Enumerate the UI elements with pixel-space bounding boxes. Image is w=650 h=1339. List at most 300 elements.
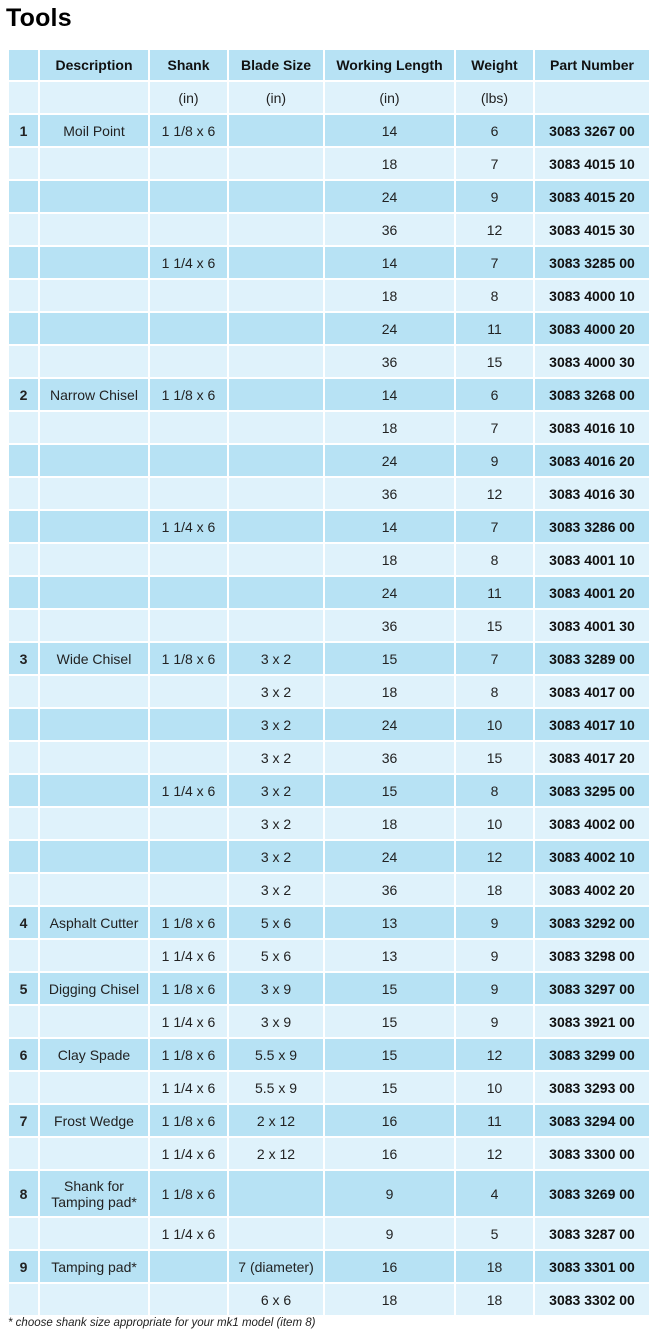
tools-table <box>7 48 650 1317</box>
part-number-cell: 3083 3268 00 <box>534 378 650 411</box>
part-number-cell: 3083 4001 20 <box>534 576 650 609</box>
description-cell: Asphalt Cutter <box>39 906 149 939</box>
header-cell-working-length: Working Length <box>324 49 455 81</box>
description-cell <box>39 939 149 972</box>
working-length-cell: 16 <box>324 1250 455 1283</box>
table-row <box>8 576 650 609</box>
weight-cell: 8 <box>455 675 534 708</box>
working-length-cell: 18 <box>324 411 455 444</box>
weight-cell: 15 <box>455 345 534 378</box>
working-length-cell: 16 <box>324 1104 455 1137</box>
unit-cell-working-length: (in) <box>324 81 455 114</box>
blade-size-cell: 2 x 12 <box>228 1137 324 1170</box>
working-length-cell: 15 <box>324 1038 455 1071</box>
number-cell <box>8 741 39 774</box>
table-row <box>8 312 650 345</box>
shank-cell: 1 1/4 x 6 <box>149 246 228 279</box>
table-row <box>8 1217 650 1250</box>
table-row <box>8 1170 650 1217</box>
weight-cell: 7 <box>455 411 534 444</box>
table-row <box>8 939 650 972</box>
table-row <box>8 972 650 1005</box>
description-cell <box>39 675 149 708</box>
part-number-cell: 3083 4002 20 <box>534 873 650 906</box>
part-number-cell: 3083 4015 30 <box>534 213 650 246</box>
blade-size-cell: 3 x 2 <box>228 774 324 807</box>
number-cell <box>8 477 39 510</box>
shank-cell: 1 1/8 x 6 <box>149 1170 228 1217</box>
weight-cell: 18 <box>455 1250 534 1283</box>
description-cell <box>39 444 149 477</box>
shank-cell <box>149 675 228 708</box>
blade-size-cell: 5.5 x 9 <box>228 1038 324 1071</box>
working-length-cell: 14 <box>324 378 455 411</box>
working-length-cell: 24 <box>324 312 455 345</box>
blade-size-cell <box>228 1170 324 1217</box>
header-cell-description: Description <box>39 49 149 81</box>
part-number-cell: 3083 4001 30 <box>534 609 650 642</box>
part-number-cell: 3083 3299 00 <box>534 1038 650 1071</box>
working-length-cell: 36 <box>324 741 455 774</box>
shank-cell <box>149 840 228 873</box>
weight-cell: 11 <box>455 576 534 609</box>
working-length-cell: 13 <box>324 906 455 939</box>
blade-size-cell <box>228 576 324 609</box>
weight-cell: 11 <box>455 312 534 345</box>
blade-size-cell: 5 x 6 <box>228 939 324 972</box>
table-row <box>8 1071 650 1104</box>
table-row <box>8 807 650 840</box>
description-cell: Tamping pad* <box>39 1250 149 1283</box>
description-cell <box>39 510 149 543</box>
blade-size-cell <box>228 312 324 345</box>
shank-cell: 1 1/8 x 6 <box>149 642 228 675</box>
working-length-cell: 15 <box>324 642 455 675</box>
number-cell <box>8 1071 39 1104</box>
number-cell <box>8 444 39 477</box>
blade-size-cell: 5.5 x 9 <box>228 1071 324 1104</box>
shank-cell <box>149 477 228 510</box>
shank-cell <box>149 609 228 642</box>
description-cell <box>39 1283 149 1316</box>
description-cell <box>39 477 149 510</box>
weight-cell: 4 <box>455 1170 534 1217</box>
weight-cell: 9 <box>455 1005 534 1038</box>
shank-cell <box>149 1250 228 1283</box>
working-length-cell: 15 <box>324 1071 455 1104</box>
weight-cell: 12 <box>455 213 534 246</box>
weight-cell: 9 <box>455 972 534 1005</box>
shank-cell <box>149 807 228 840</box>
part-number-cell: 3083 3297 00 <box>534 972 650 1005</box>
working-length-cell: 18 <box>324 1283 455 1316</box>
blade-size-cell <box>228 444 324 477</box>
shank-cell: 1 1/4 x 6 <box>149 1005 228 1038</box>
number-cell <box>8 279 39 312</box>
number-cell <box>8 510 39 543</box>
blade-size-cell: 3 x 9 <box>228 972 324 1005</box>
table-row <box>8 1104 650 1137</box>
weight-cell: 15 <box>455 741 534 774</box>
blade-size-cell <box>228 543 324 576</box>
blade-size-cell <box>228 246 324 279</box>
blade-size-cell <box>228 279 324 312</box>
part-number-cell: 3083 4017 20 <box>534 741 650 774</box>
weight-cell: 7 <box>455 510 534 543</box>
working-length-cell: 18 <box>324 675 455 708</box>
blade-size-cell: 2 x 12 <box>228 1104 324 1137</box>
weight-cell: 8 <box>455 279 534 312</box>
number-cell <box>8 675 39 708</box>
working-length-cell: 24 <box>324 708 455 741</box>
weight-cell: 9 <box>455 906 534 939</box>
shank-cell <box>149 1283 228 1316</box>
part-number-cell: 3083 3302 00 <box>534 1283 650 1316</box>
shank-cell <box>149 312 228 345</box>
table-row <box>8 840 650 873</box>
unit-cell-blade-size: (in) <box>228 81 324 114</box>
working-length-cell: 36 <box>324 345 455 378</box>
number-cell: 4 <box>8 906 39 939</box>
working-length-cell: 24 <box>324 180 455 213</box>
number-cell <box>8 246 39 279</box>
description-cell <box>39 807 149 840</box>
working-length-cell: 24 <box>324 840 455 873</box>
part-number-cell: 3083 3300 00 <box>534 1137 650 1170</box>
table-row <box>8 906 650 939</box>
shank-cell: 1 1/4 x 6 <box>149 939 228 972</box>
working-length-cell: 15 <box>324 972 455 1005</box>
part-number-cell: 3083 3301 00 <box>534 1250 650 1283</box>
blade-size-cell <box>228 378 324 411</box>
table-row <box>8 543 650 576</box>
table-row <box>8 345 650 378</box>
table-row <box>8 378 650 411</box>
weight-cell: 8 <box>455 774 534 807</box>
description-cell <box>39 543 149 576</box>
working-length-cell: 18 <box>324 543 455 576</box>
description-cell: Narrow Chisel <box>39 378 149 411</box>
weight-cell: 8 <box>455 543 534 576</box>
part-number-cell: 3083 3267 00 <box>534 114 650 147</box>
part-number-cell: 3083 4000 30 <box>534 345 650 378</box>
unit-cell-shank: (in) <box>149 81 228 114</box>
number-cell <box>8 213 39 246</box>
blade-size-cell: 3 x 2 <box>228 840 324 873</box>
part-number-cell: 3083 4001 10 <box>534 543 650 576</box>
blade-size-cell <box>228 1217 324 1250</box>
blade-size-cell <box>228 477 324 510</box>
table-row <box>8 1038 650 1071</box>
blade-size-cell: 3 x 2 <box>228 642 324 675</box>
working-length-cell: 24 <box>324 444 455 477</box>
description-cell <box>39 1005 149 1038</box>
table-row <box>8 114 650 147</box>
table-row <box>8 1283 650 1316</box>
blade-size-cell <box>228 180 324 213</box>
working-length-cell: 14 <box>324 510 455 543</box>
working-length-cell: 36 <box>324 609 455 642</box>
header-cell-part-number: Part Number <box>534 49 650 81</box>
number-cell <box>8 411 39 444</box>
part-number-cell: 3083 3286 00 <box>534 510 650 543</box>
part-number-cell: 3083 3298 00 <box>534 939 650 972</box>
weight-cell: 6 <box>455 378 534 411</box>
weight-cell: 6 <box>455 114 534 147</box>
table-row <box>8 279 650 312</box>
blade-size-cell: 3 x 2 <box>228 675 324 708</box>
table-row <box>8 246 650 279</box>
number-cell: 2 <box>8 378 39 411</box>
description-cell: Frost Wedge <box>39 1104 149 1137</box>
weight-cell: 7 <box>455 642 534 675</box>
number-cell <box>8 147 39 180</box>
part-number-cell: 3083 3921 00 <box>534 1005 650 1038</box>
number-cell <box>8 873 39 906</box>
blade-size-cell: 3 x 2 <box>228 807 324 840</box>
table-header-row <box>8 49 650 81</box>
page-title: Tools <box>6 4 72 32</box>
description-cell <box>39 213 149 246</box>
blade-size-cell: 5 x 6 <box>228 906 324 939</box>
shank-cell: 1 1/4 x 6 <box>149 1071 228 1104</box>
working-length-cell: 9 <box>324 1170 455 1217</box>
number-cell <box>8 609 39 642</box>
part-number-cell: 3083 4017 10 <box>534 708 650 741</box>
part-number-cell: 3083 4016 10 <box>534 411 650 444</box>
description-cell: Digging Chisel <box>39 972 149 1005</box>
part-number-cell: 3083 4017 00 <box>534 675 650 708</box>
unit-cell-part-number <box>534 81 650 114</box>
number-cell <box>8 180 39 213</box>
description-cell <box>39 1217 149 1250</box>
working-length-cell: 18 <box>324 147 455 180</box>
shank-cell: 1 1/4 x 6 <box>149 1137 228 1170</box>
shank-cell: 1 1/8 x 6 <box>149 1038 228 1071</box>
shank-cell <box>149 279 228 312</box>
description-cell: Clay Spade <box>39 1038 149 1071</box>
description-cell <box>39 576 149 609</box>
footnote: * choose shank size appropriate for your mk1 model (item 8) <box>8 1317 316 1329</box>
number-cell <box>8 1283 39 1316</box>
working-length-cell: 36 <box>324 873 455 906</box>
blade-size-cell <box>228 213 324 246</box>
shank-cell: 1 1/4 x 6 <box>149 510 228 543</box>
header-cell-weight: Weight <box>455 49 534 81</box>
number-cell <box>8 840 39 873</box>
shank-cell <box>149 180 228 213</box>
shank-cell: 1 1/8 x 6 <box>149 906 228 939</box>
part-number-cell: 3083 3269 00 <box>534 1170 650 1217</box>
number-cell <box>8 774 39 807</box>
weight-cell: 12 <box>455 1038 534 1071</box>
blade-size-cell <box>228 345 324 378</box>
shank-cell: 1 1/8 x 6 <box>149 378 228 411</box>
header-cell-blade-size: Blade Size <box>228 49 324 81</box>
working-length-cell: 9 <box>324 1217 455 1250</box>
part-number-cell: 3083 4002 00 <box>534 807 650 840</box>
table-row <box>8 741 650 774</box>
working-length-cell: 15 <box>324 1005 455 1038</box>
part-number-cell: 3083 3292 00 <box>534 906 650 939</box>
table-row <box>8 1250 650 1283</box>
table-row <box>8 1005 650 1038</box>
weight-cell: 10 <box>455 807 534 840</box>
working-length-cell: 36 <box>324 477 455 510</box>
number-cell: 1 <box>8 114 39 147</box>
description-cell <box>39 279 149 312</box>
table-row <box>8 873 650 906</box>
weight-cell: 11 <box>455 1104 534 1137</box>
table-row <box>8 444 650 477</box>
part-number-cell: 3083 4015 20 <box>534 180 650 213</box>
description-cell <box>39 312 149 345</box>
shank-cell <box>149 411 228 444</box>
weight-cell: 9 <box>455 939 534 972</box>
part-number-cell: 3083 3287 00 <box>534 1217 650 1250</box>
weight-cell: 12 <box>455 477 534 510</box>
blade-size-cell <box>228 510 324 543</box>
units-row <box>8 81 650 114</box>
blade-size-cell <box>228 147 324 180</box>
number-cell <box>8 708 39 741</box>
description-cell: Moil Point <box>39 114 149 147</box>
shank-cell <box>149 213 228 246</box>
description-cell <box>39 609 149 642</box>
unit-cell-weight: (lbs) <box>455 81 534 114</box>
unit-cell-number <box>8 81 39 114</box>
blade-size-cell: 6 x 6 <box>228 1283 324 1316</box>
working-length-cell: 18 <box>324 279 455 312</box>
description-cell <box>39 873 149 906</box>
part-number-cell: 3083 3285 00 <box>534 246 650 279</box>
working-length-cell: 36 <box>324 213 455 246</box>
number-cell: 5 <box>8 972 39 1005</box>
part-number-cell: 3083 4015 10 <box>534 147 650 180</box>
unit-cell-description <box>39 81 149 114</box>
description-cell <box>39 411 149 444</box>
number-cell <box>8 345 39 378</box>
header-cell-shank: Shank <box>149 49 228 81</box>
description-cell <box>39 1071 149 1104</box>
weight-cell: 7 <box>455 147 534 180</box>
description-cell <box>39 147 149 180</box>
weight-cell: 9 <box>455 444 534 477</box>
description-cell <box>39 345 149 378</box>
shank-cell <box>149 345 228 378</box>
shank-cell: 1 1/8 x 6 <box>149 114 228 147</box>
part-number-cell: 3083 4016 20 <box>534 444 650 477</box>
table-row <box>8 477 650 510</box>
weight-cell: 12 <box>455 1137 534 1170</box>
description-cell <box>39 774 149 807</box>
number-cell <box>8 543 39 576</box>
weight-cell: 10 <box>455 1071 534 1104</box>
description-cell <box>39 180 149 213</box>
weight-cell: 12 <box>455 840 534 873</box>
number-cell <box>8 312 39 345</box>
shank-cell: 1 1/4 x 6 <box>149 1217 228 1250</box>
table-row <box>8 774 650 807</box>
number-cell: 3 <box>8 642 39 675</box>
number-cell <box>8 576 39 609</box>
working-length-cell: 14 <box>324 246 455 279</box>
part-number-cell: 3083 3295 00 <box>534 774 650 807</box>
shank-cell <box>149 873 228 906</box>
description-cell: Wide Chisel <box>39 642 149 675</box>
table-row <box>8 609 650 642</box>
working-length-cell: 24 <box>324 576 455 609</box>
shank-cell: 1 1/4 x 6 <box>149 774 228 807</box>
shank-cell <box>149 576 228 609</box>
working-length-cell: 13 <box>324 939 455 972</box>
weight-cell: 5 <box>455 1217 534 1250</box>
table-row <box>8 180 650 213</box>
shank-cell <box>149 708 228 741</box>
part-number-cell: 3083 3294 00 <box>534 1104 650 1137</box>
part-number-cell: 3083 3293 00 <box>534 1071 650 1104</box>
blade-size-cell: 7 (diameter) <box>228 1250 324 1283</box>
table-row <box>8 708 650 741</box>
shank-cell <box>149 741 228 774</box>
shank-cell <box>149 147 228 180</box>
table-row <box>8 213 650 246</box>
part-number-cell: 3083 4016 30 <box>534 477 650 510</box>
working-length-cell: 14 <box>324 114 455 147</box>
number-cell: 7 <box>8 1104 39 1137</box>
description-cell <box>39 1137 149 1170</box>
table-row <box>8 675 650 708</box>
table-row <box>8 147 650 180</box>
weight-cell: 7 <box>455 246 534 279</box>
number-cell: 6 <box>8 1038 39 1071</box>
blade-size-cell: 3 x 2 <box>228 873 324 906</box>
description-cell <box>39 708 149 741</box>
weight-cell: 9 <box>455 180 534 213</box>
description-cell <box>39 246 149 279</box>
description-cell <box>39 741 149 774</box>
shank-cell <box>149 444 228 477</box>
description-cell <box>39 840 149 873</box>
number-cell: 8 <box>8 1170 39 1217</box>
number-cell <box>8 1005 39 1038</box>
blade-size-cell <box>228 609 324 642</box>
weight-cell: 15 <box>455 609 534 642</box>
blade-size-cell <box>228 114 324 147</box>
blade-size-cell <box>228 411 324 444</box>
working-length-cell: 16 <box>324 1137 455 1170</box>
shank-cell <box>149 543 228 576</box>
working-length-cell: 15 <box>324 774 455 807</box>
blade-size-cell: 3 x 9 <box>228 1005 324 1038</box>
table-row <box>8 510 650 543</box>
working-length-cell: 18 <box>324 807 455 840</box>
shank-cell: 1 1/8 x 6 <box>149 1104 228 1137</box>
number-cell <box>8 939 39 972</box>
blade-size-cell: 3 x 2 <box>228 741 324 774</box>
weight-cell: 18 <box>455 873 534 906</box>
table-row <box>8 1137 650 1170</box>
shank-cell: 1 1/8 x 6 <box>149 972 228 1005</box>
table-row <box>8 642 650 675</box>
part-number-cell: 3083 3289 00 <box>534 642 650 675</box>
description-cell: Shank for Tamping pad* <box>39 1170 149 1217</box>
number-cell <box>8 807 39 840</box>
weight-cell: 18 <box>455 1283 534 1316</box>
weight-cell: 10 <box>455 708 534 741</box>
number-cell <box>8 1217 39 1250</box>
part-number-cell: 3083 4000 20 <box>534 312 650 345</box>
